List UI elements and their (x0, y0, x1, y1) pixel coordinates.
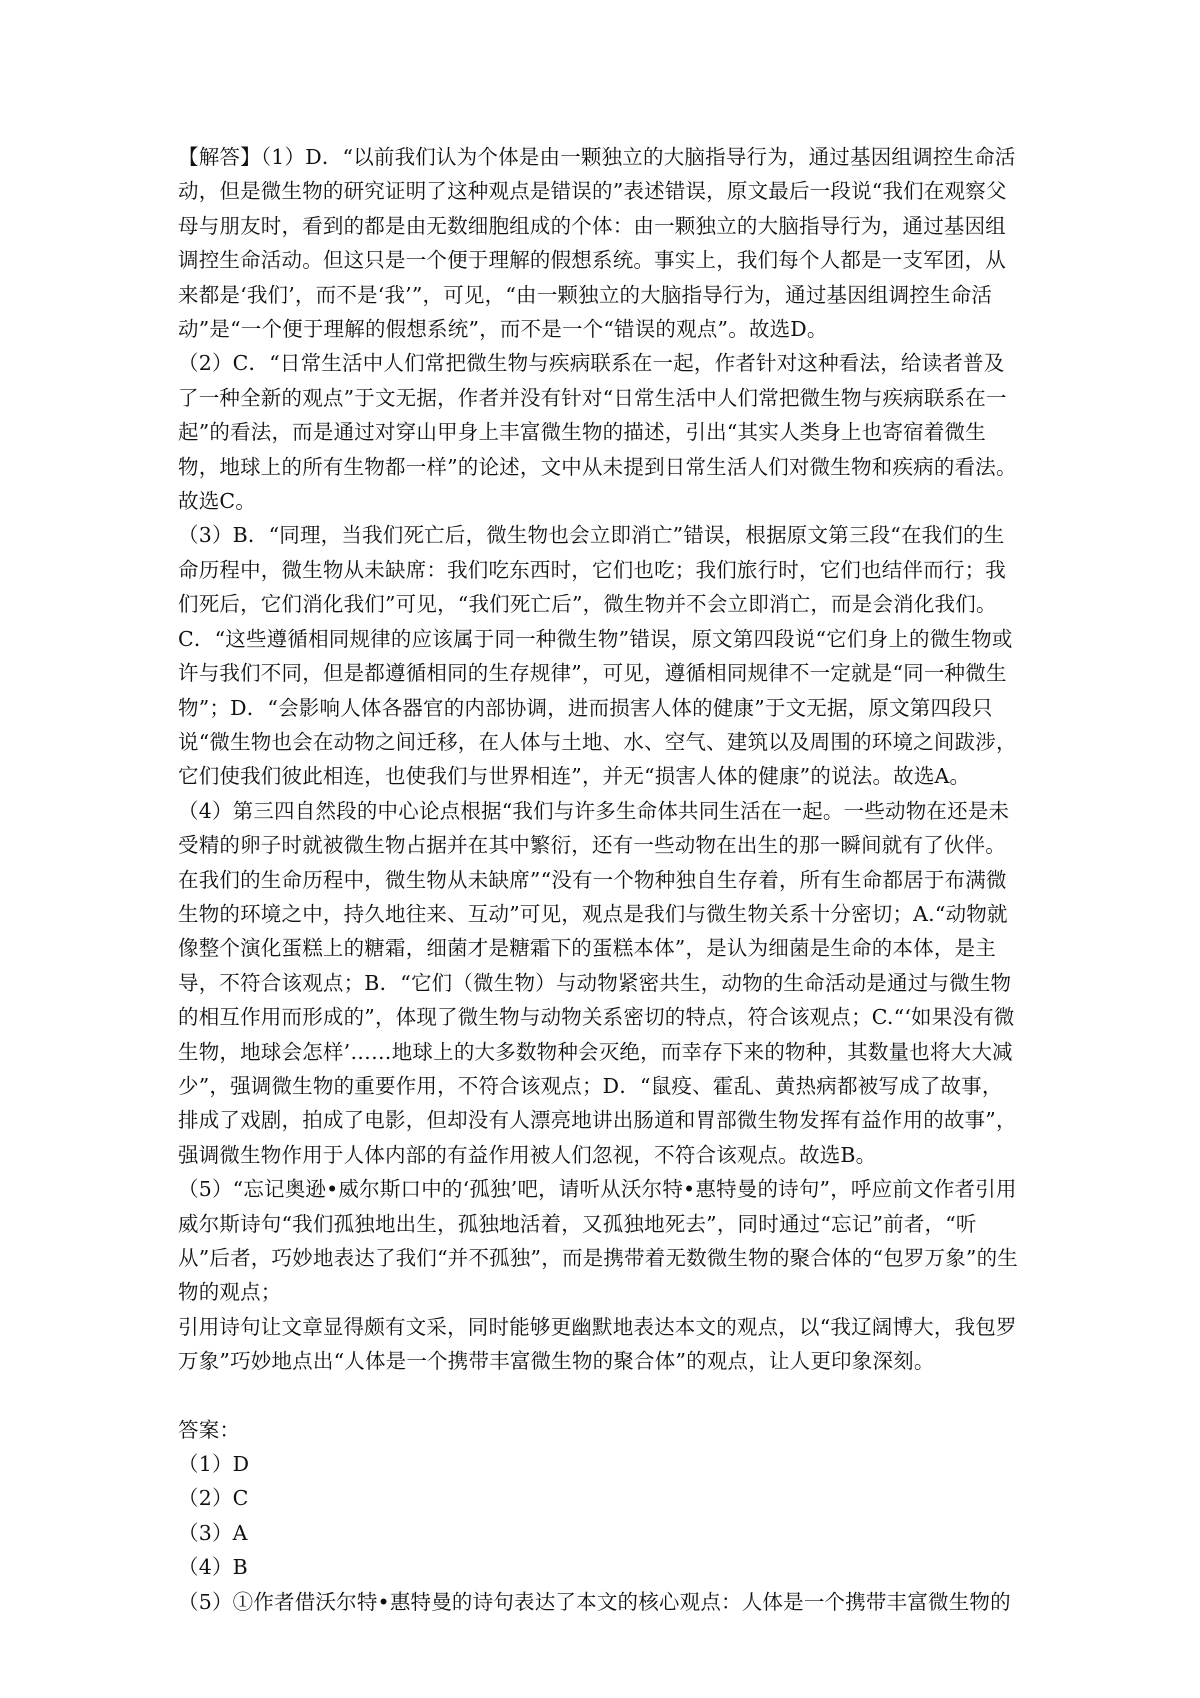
answers-heading: 答案： (178, 1417, 241, 1442)
answer-item-3: （3）A (178, 1520, 248, 1545)
solution-paragraph-6: 引用诗句让文章显得颇有文采，同时能够更幽默地表达本文的观点，以“我辽阔博大，我包罗万象”巧妙地点出“人体是一个携带丰富微生物的聚合体”的观点，让人更印象深刻。 (178, 1314, 1017, 1374)
answer-item-1: （1）D (178, 1452, 250, 1477)
solution-paragraph-4: （4）第三四自然段的中心论点根据“我们与许多生命体共同生活在一起。一些动物在还是未受精的卵子时就被微生物占据并在其中繁衍，还有一些动物在出生的那一瞬间就有了伙伴。在我们的生命历程中，微生物从未缺席”“没有一个物种独自生存着，所有生命都居于布满微生物的环境之中，持久地往来、互动”可见，观点是我们与微生物关系十分密切；A.“动物就像整个演化蛋糕上的糖霜，细菌才是糖霜下的蛋糕本体”，是认为细菌是生命的本体，是主导，不符合该观点；B．“它们（微生物）与动物紧密共生，动物的生命活动是通过与微生物的相互作用而形成的”，体现了微生物与动物关系密切的特点，符合该观点；C.“‘如果没有微生物，地球会怎样’……地球上的大多数物种会灭绝，而幸存下来的物种，其数量也将大大减少”，强调微生物的重要作用，不符合该观点；D．“鼠疫、霍乱、黄热病都被写成了故事，排成了戏剧，拍成了电影，但却没有人漂亮地讲出肠道和胃部微生物发挥有益作用的故事”，强调微生物作用于人体内部的有益作用被人们忽视，不符合该观点。故选B。 (178, 798, 1017, 1167)
section-gap (178, 1379, 1022, 1413)
solution-paragraph-1: 【解答】（1）D．“以前我们认为个体是由一颗独立的大脑指导行为，通过基因组调控生命活动，但是微生物的研究证明了这种观点是错误的”表述错误，原文最后一段说“我们在观察父母与朋友时，看到的都是由无数细胞组成的个体：由一颗独立的大脑指导行为，通过基因组调控生命活动。但这只是一个便于理解的假想系统。事实上，我们每个人都是一支军团，从来都是‘我们’，而不是‘我’”，可见，“由一颗独立的大脑指导行为，通过基因组调控生命活动”是“一个便于理解的假想系统”，而不是一个“错误的观点”。故选D。 (178, 145, 1016, 342)
answer-item-2: （2）C (178, 1486, 249, 1511)
solution-paragraph-2: （2）C．“日常生活中人们常把微生物与疾病联系在一起，作者针对这种看法，给读者普及了一种全新的观点”于文无据，作者并没有针对“日常生活中人们常把微生物与疾病联系在一起”的看法，而是通过对穿山甲身上丰富微生物的描述，引出“其实人类身上也寄宿着微生物，地球上的所有生物都一样”的论述，文中从未提到日常生活人们对微生物和疾病的看法。故选C。 (178, 351, 1017, 514)
answer-item-4: （4）B (178, 1555, 248, 1580)
solution-paragraph-3: （3）B．“同理，当我们死亡后，微生物也会立即消亡”错误，根据原文第三段“在我们的生命历程中，微生物从未缺席：我们吃东西时，它们也吃；我们旅行时，它们也结伴而行；我们死后，它们消化我们”可见，“我们死亡后”，微生物并不会立即消亡，而是会消化我们。C．“这些遵循相同规律的应该属于同一种微生物”错误，原文第四段说“它们身上的微生物或许与我们不同，但是都遵循相同的生存规律”，可见，遵循相同规律不一定就是“同一种微生物”；D．“会影响人体各器官的内部协调，进而损害人体的健康”于文无据，原文第四段只说“微生物也会在动物之间迁移，在人体与土地、水、空气、建筑以及周围的环境之间跋涉，它们使我们彼此相连，也使我们与世界相连”，并无“损害人体的健康”的说法。故选A。 (178, 523, 1017, 789)
solution-paragraph-5: （5）“忘记奥逊•威尔斯口中的‘孤独’吧，请听从沃尔特•惠特曼的诗句”，呼应前文作者引用威尔斯诗句“我们孤独地出生，孤独地活着，又孤独地死去”，同时通过“忘记”前者，“听从”后者，巧妙地表达了我们“并不孤独”，而是携带着无数微生物的聚合体的“包罗万象”的生物的观点； (178, 1177, 1018, 1305)
answer-item-5: （5）①作者借沃尔特•惠特曼的诗句表达了本文的核心观点：人体是一个携带丰富微生物的 (178, 1589, 1011, 1614)
solution-text (178, 140, 1022, 1619)
